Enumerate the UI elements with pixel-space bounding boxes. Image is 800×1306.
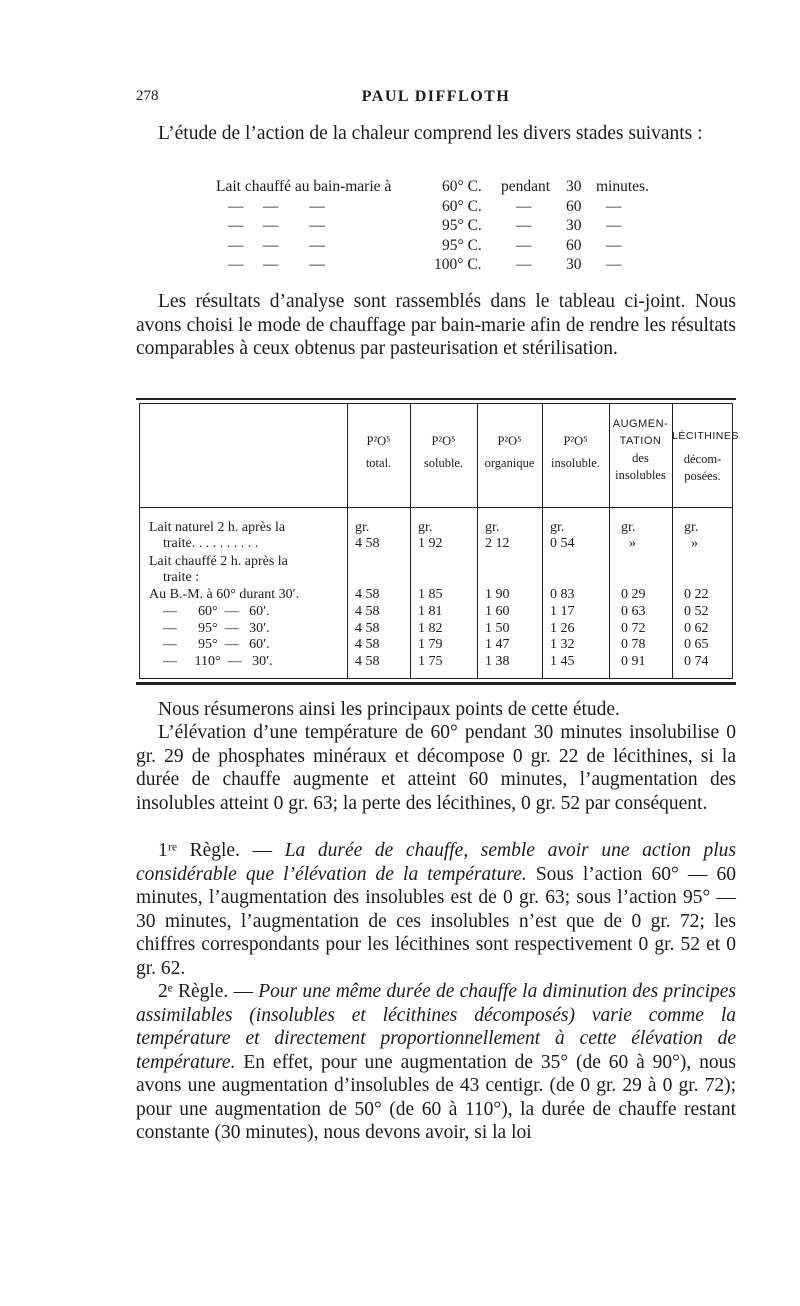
rule-one-statement: La durée de chauffe, semble avoir une action plus considérable que l’élévation de la température. (136, 840, 736, 885)
column-header-line: soluble. (423, 456, 464, 470)
table-cell: 4 58 (355, 536, 380, 551)
column-header-line: P²O⁵ (563, 434, 588, 448)
list-temp: 60° C. (442, 197, 482, 215)
phosphate-table (136, 398, 739, 685)
column-header-line: organique (484, 456, 535, 470)
row-label: Lait naturel 2 h. après la (149, 520, 286, 535)
running-head: PAUL DIFFLOTH (361, 88, 511, 105)
list-minutes: 30 (566, 217, 582, 235)
list-item (136, 217, 736, 237)
rule-one-label: 1ʳᵉ Règle. — (158, 840, 285, 861)
table-cell: 4 58 (355, 637, 380, 652)
unit-label: gr. (355, 520, 370, 535)
page-header (136, 88, 736, 112)
table-cell: 4 58 (355, 621, 380, 636)
column-header-line: posées. (684, 469, 721, 483)
list-word: — (516, 256, 532, 274)
table-border-left (139, 404, 140, 678)
column-header-line: AUGMEN- (612, 418, 669, 430)
rule-two-body: En effet, pour une augmentation de 35° (de 60 à 90°), nous avons une augmentation d’insolubles de 43 centigr. (de 0 gr. 29 à 0 gr. 72); pour une augmentation de 50° (de 60 à 110°), la durée de chauffe restant constante (30 minutes), nous devons avoir, si la loi (136, 1051, 736, 1143)
list-word: — (516, 217, 532, 235)
table-cell: 1 26 (550, 621, 575, 636)
table-cell: 1 60 (485, 604, 510, 619)
rule-two-statement: Pour une même durée de chauffe la diminution des principes assimilables (insolubles et lécithines décomposés) varie comme la température et directement proportionnellement à cette élévation de température. (136, 981, 736, 1073)
list-temp: 100° C. (434, 256, 482, 274)
table-cell: 0 63 (621, 604, 646, 619)
table-cell: 1 79 (418, 637, 443, 652)
rule-two-label: 2ᵉ Règle. — (158, 981, 259, 1002)
page-number: 278 (136, 88, 159, 104)
row-label: — 95° — 30′. (163, 621, 270, 636)
list-temp: 95° C. (442, 217, 482, 235)
table-cell: » (629, 536, 636, 551)
table-cell: 1 47 (485, 637, 510, 652)
table-cell: 4 58 (355, 587, 380, 602)
column-header-line: des (632, 451, 649, 465)
table-cell: 0 72 (621, 621, 646, 636)
table-cell: 1 85 (418, 587, 443, 602)
list-word: pendant (501, 178, 551, 195)
table-cell: 1 92 (418, 536, 443, 551)
column-header-total (347, 430, 410, 474)
column-header-line: total. (365, 456, 392, 470)
list-unit: — (606, 217, 622, 235)
list-unit: minutes. (596, 178, 649, 195)
table-cell: 1 50 (485, 621, 510, 636)
table-cell: 0 22 (684, 587, 709, 602)
column-header-line: décom- (683, 452, 722, 466)
table-cell: 1 32 (550, 637, 575, 652)
column-header-augmentation (609, 416, 672, 484)
table-cell: 1 82 (418, 621, 443, 636)
list-prefix: Lait chauffé au bain-marie à (216, 178, 392, 195)
list-item (136, 237, 736, 257)
list-prefix: — — — (228, 197, 325, 215)
table-cell: 0 91 (621, 654, 646, 669)
unit-label: gr. (621, 520, 636, 535)
table-cell: » (691, 536, 698, 551)
table-cell: 1 45 (550, 654, 575, 669)
table-cell: 0 54 (550, 536, 575, 551)
column-header-soluble (410, 430, 477, 474)
table-cell: 4 58 (355, 654, 380, 669)
list-prefix: — — — (228, 236, 325, 254)
list-unit: — (606, 197, 622, 215)
column-header-organique (477, 430, 542, 474)
table-cell: 4 58 (355, 604, 380, 619)
column-header-line: TATION (619, 435, 662, 447)
list-prefix: — — — (228, 217, 325, 235)
row-label: traite. . . . . . . . . . (163, 536, 259, 551)
unit-label: gr. (485, 520, 500, 535)
table-cell: 1 75 (418, 654, 443, 669)
row-label: Au B.-M. à 60° durant 30′. (149, 587, 300, 602)
table-cell: 1 17 (550, 604, 575, 619)
column-header-insoluble (542, 430, 609, 474)
column-header-line: P²O⁵ (366, 434, 391, 448)
table-cell: 1 38 (485, 654, 510, 669)
list-unit: — (606, 236, 622, 254)
column-header-line: insolubles (615, 468, 666, 482)
unit-label: gr. (418, 520, 433, 535)
list-prefix: — — — (228, 256, 325, 274)
column-header-lecithines (672, 428, 739, 485)
list-temp: 95° C. (442, 236, 482, 254)
rule-two-paragraph (136, 980, 736, 1145)
column-header-line: LÉCITHINES (672, 430, 739, 442)
column-header-line: P²O⁵ (497, 434, 522, 448)
summary-paragraph: Nous résumerons ainsi les principaux points de cette étude. (158, 699, 620, 720)
list-item (136, 198, 736, 218)
rule-one-paragraph (136, 839, 736, 980)
table-cell: 0 62 (684, 621, 709, 636)
table-cell: 0 52 (684, 604, 709, 619)
table-cell: 0 65 (684, 637, 709, 652)
intro-paragraph: L’étude de l’action de la chaleur comprend les divers stades suivants : (158, 123, 703, 144)
row-label: — 95° — 60′. (163, 637, 270, 652)
table-inner-frame (139, 403, 739, 679)
results-paragraph: Les résultats d’analyse sont rassemblés dans le tableau ci-joint. Nous avons choisi le mode de chauffage par bain-marie afin de rendre les résultats comparables à ceux obtenus par pasteurisation et stérilisation. (136, 291, 736, 359)
row-label: traite : (163, 570, 200, 585)
table-cell: 0 83 (550, 587, 575, 602)
header-divider (139, 507, 733, 508)
list-unit: — (606, 256, 622, 274)
table-cell: 0 78 (621, 637, 646, 652)
table-cell: 0 29 (621, 587, 646, 602)
list-word: — (516, 236, 532, 254)
table-cell: 0 74 (684, 654, 709, 669)
list-minutes: 30 (566, 256, 582, 274)
list-temp: 60° C. (442, 178, 482, 195)
row-label: Lait chauffé 2 h. après la (149, 554, 288, 569)
table-cell: 1 90 (485, 587, 510, 602)
row-label: — 60° — 60′. (163, 604, 270, 619)
unit-label: gr. (550, 520, 565, 535)
heating-stages-list (136, 178, 736, 276)
list-item (136, 256, 736, 276)
table-cell: 2 12 (485, 536, 510, 551)
column-header-line: P²O⁵ (431, 434, 456, 448)
list-minutes: 60 (566, 197, 582, 215)
row-label: — 110° — 30′. (163, 654, 273, 669)
elevation-paragraph: L’élévation d’une température de 60° pendant 30 minutes insolubilise 0 gr. 29 de phosphates minéraux et décompose 0 gr. 22 de lécithines, si la durée de chauffe augmente et atteint 60 minutes, l’augmentation des insolubles atteint 0 gr. 63; la perte des lécithines, 0 gr. 52 par conséquent. (136, 722, 736, 814)
rule-one-body: Sous l’action 60° — 60 minutes, l’augmentation des insolubles est de 0 gr. 63; sous l’action 95° — 30 minutes, l’augmentation de ces insolubles n’est que de 0 gr. 72; les chiffres correspondants pour les lécithines sont respectivement 0 gr. 52 et 0 gr. 62. (136, 863, 736, 979)
list-minutes: 60 (566, 236, 582, 254)
column-header-line: insoluble. (551, 456, 600, 470)
list-minutes: 30 (566, 178, 582, 195)
list-word: — (516, 197, 532, 215)
table-cell: 1 81 (418, 604, 443, 619)
list-item (136, 178, 736, 198)
unit-label: gr. (684, 520, 699, 535)
